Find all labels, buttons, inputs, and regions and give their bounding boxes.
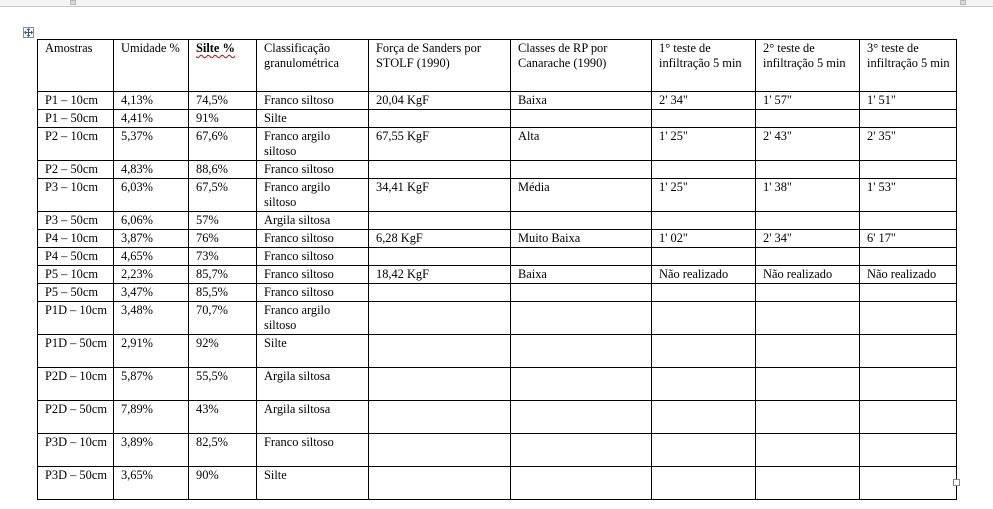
forca-cell bbox=[369, 467, 511, 500]
forca-cell bbox=[369, 110, 511, 128]
amostra-cell: P3D – 50cm bbox=[38, 467, 114, 500]
silte-cell: 70,7% bbox=[189, 302, 257, 335]
teste-3-cell bbox=[860, 302, 957, 335]
silte-cell: 85,5% bbox=[189, 284, 257, 302]
umidade-cell: 3,48% bbox=[114, 302, 189, 335]
classificacao-cell: Argila siltosa bbox=[257, 212, 369, 230]
umidade-cell: 5,37% bbox=[114, 128, 189, 161]
forca-cell bbox=[369, 368, 511, 401]
teste-1-cell bbox=[652, 212, 756, 230]
classe-rp-cell bbox=[511, 467, 652, 500]
silte-cell: 67,5% bbox=[189, 179, 257, 212]
table-row bbox=[38, 161, 957, 179]
teste-1-cell bbox=[652, 467, 756, 500]
teste-3-cell: 1' 53" bbox=[860, 179, 957, 212]
classificacao-cell: Franco siltoso bbox=[257, 434, 369, 467]
silte-cell: 57% bbox=[189, 212, 257, 230]
forca-cell bbox=[369, 161, 511, 179]
forca-cell bbox=[369, 302, 511, 335]
classificacao-cell: Franco siltoso bbox=[257, 284, 369, 302]
forca-cell: 18,42 KgF bbox=[369, 266, 511, 284]
umidade-cell: 7,89% bbox=[114, 401, 189, 434]
teste-2-cell bbox=[756, 401, 860, 434]
classificacao-cell: Franco siltoso bbox=[257, 230, 369, 248]
amostra-cell: P5 – 50cm bbox=[38, 284, 114, 302]
teste-1-cell bbox=[652, 434, 756, 467]
umidade-cell: 2,23% bbox=[114, 266, 189, 284]
teste-2-cell bbox=[756, 212, 860, 230]
teste-2-cell: 1' 57" bbox=[756, 92, 860, 110]
teste-1-cell: 1' 25" bbox=[652, 128, 756, 161]
classificacao-cell: Franco argilo siltoso bbox=[257, 128, 369, 161]
amostra-cell: P1D – 10cm bbox=[38, 302, 114, 335]
table-row bbox=[38, 230, 957, 248]
classificacao-cell: Franco siltoso bbox=[257, 92, 369, 110]
teste-3-cell bbox=[860, 161, 957, 179]
classe-rp-cell bbox=[511, 161, 652, 179]
teste-3-cell bbox=[860, 248, 957, 266]
teste-2-cell bbox=[756, 110, 860, 128]
header-teste-3: 3° teste de infiltração 5 min bbox=[860, 40, 957, 92]
teste-3-cell bbox=[860, 284, 957, 302]
silte-cell: 67,6% bbox=[189, 128, 257, 161]
forca-cell bbox=[369, 434, 511, 467]
table-row bbox=[38, 212, 957, 230]
classe-rp-cell: Alta bbox=[511, 128, 652, 161]
teste-3-cell bbox=[860, 434, 957, 467]
silte-cell: 43% bbox=[189, 401, 257, 434]
header-classificacao: Classificação granulométrica bbox=[257, 40, 369, 92]
teste-2-cell: 2' 34" bbox=[756, 230, 860, 248]
teste-1-cell bbox=[652, 284, 756, 302]
umidade-cell: 2,91% bbox=[114, 335, 189, 368]
classe-rp-cell bbox=[511, 434, 652, 467]
forca-cell: 6,28 KgF bbox=[369, 230, 511, 248]
amostra-cell: P4 – 10cm bbox=[38, 230, 114, 248]
forca-cell: 34,41 KgF bbox=[369, 179, 511, 212]
umidade-cell: 3,65% bbox=[114, 467, 189, 500]
umidade-cell: 4,83% bbox=[114, 161, 189, 179]
amostra-cell: P2D – 50cm bbox=[38, 401, 114, 434]
classificacao-cell: Franco siltoso bbox=[257, 266, 369, 284]
table-row bbox=[38, 248, 957, 266]
teste-1-cell bbox=[652, 401, 756, 434]
umidade-cell: 3,89% bbox=[114, 434, 189, 467]
classificacao-cell: Silte bbox=[257, 110, 369, 128]
teste-1-cell: 1' 02" bbox=[652, 230, 756, 248]
amostra-cell: P4 – 50cm bbox=[38, 248, 114, 266]
classe-rp-cell: Baixa bbox=[511, 266, 652, 284]
table-row bbox=[38, 92, 957, 110]
header-teste-1: 1° teste de infiltração 5 min bbox=[652, 40, 756, 92]
table-row bbox=[38, 401, 957, 434]
silte-cell: 55,5% bbox=[189, 368, 257, 401]
classe-rp-cell bbox=[511, 368, 652, 401]
header-forca: Força de Sanders por STOLF (1990) bbox=[369, 40, 511, 92]
table-row bbox=[38, 368, 957, 401]
silte-cell: 92% bbox=[189, 335, 257, 368]
classe-rp-cell bbox=[511, 302, 652, 335]
amostra-cell: P3 – 10cm bbox=[38, 179, 114, 212]
umidade-cell: 4,13% bbox=[114, 92, 189, 110]
header-umidade: Umidade % bbox=[114, 40, 189, 92]
table-row bbox=[38, 335, 957, 368]
ruler-right-marker[interactable] bbox=[960, 0, 966, 5]
amostra-cell: P3D – 10cm bbox=[38, 434, 114, 467]
teste-3-cell bbox=[860, 401, 957, 434]
teste-1-cell bbox=[652, 248, 756, 266]
teste-3-cell: 2' 35" bbox=[860, 128, 957, 161]
ruler-indent-marker[interactable] bbox=[70, 0, 76, 5]
header-silte bbox=[189, 40, 257, 92]
forca-cell bbox=[369, 401, 511, 434]
amostra-cell: P2 – 50cm bbox=[38, 161, 114, 179]
table-row bbox=[38, 179, 957, 212]
teste-1-cell bbox=[652, 302, 756, 335]
amostra-cell: P5 – 10cm bbox=[38, 266, 114, 284]
teste-1-cell bbox=[652, 335, 756, 368]
classificacao-cell: Argila siltosa bbox=[257, 368, 369, 401]
forca-cell bbox=[369, 212, 511, 230]
table-row bbox=[38, 434, 957, 467]
teste-1-cell: 1' 25" bbox=[652, 179, 756, 212]
table-row bbox=[38, 467, 957, 500]
classe-rp-cell: Muito Baixa bbox=[511, 230, 652, 248]
teste-3-cell bbox=[860, 335, 957, 368]
umidade-cell: 4,41% bbox=[114, 110, 189, 128]
amostra-cell: P3 – 50cm bbox=[38, 212, 114, 230]
classificacao-cell: Franco argilo siltoso bbox=[257, 179, 369, 212]
teste-2-cell bbox=[756, 248, 860, 266]
teste-3-cell bbox=[860, 110, 957, 128]
table-move-handle-icon[interactable] bbox=[23, 27, 34, 38]
amostra-cell: P1D – 50cm bbox=[38, 335, 114, 368]
umidade-cell: 3,47% bbox=[114, 284, 189, 302]
table-row bbox=[38, 284, 957, 302]
teste-3-cell bbox=[860, 368, 957, 401]
amostra-cell: P1 – 50cm bbox=[38, 110, 114, 128]
classificacao-cell: Franco siltoso bbox=[257, 248, 369, 266]
umidade-cell: 3,87% bbox=[114, 230, 189, 248]
umidade-cell: 5,87% bbox=[114, 368, 189, 401]
classe-rp-cell bbox=[511, 335, 652, 368]
top-ruler bbox=[0, 0, 993, 7]
header-classes-rp: Classes de RP por Canarache (1990) bbox=[511, 40, 652, 92]
header-amostras: Amostras bbox=[38, 40, 114, 92]
teste-2-cell: Não realizado bbox=[756, 266, 860, 284]
classificacao-cell: Argila siltosa bbox=[257, 401, 369, 434]
umidade-cell: 4,65% bbox=[114, 248, 189, 266]
classificacao-cell: Silte bbox=[257, 335, 369, 368]
silte-cell: 85,7% bbox=[189, 266, 257, 284]
teste-2-cell: 1' 38" bbox=[756, 179, 860, 212]
classificacao-cell: Franco siltoso bbox=[257, 161, 369, 179]
amostra-cell: P2D – 10cm bbox=[38, 368, 114, 401]
amostra-cell: P2 – 10cm bbox=[38, 128, 114, 161]
classe-rp-cell bbox=[511, 401, 652, 434]
teste-2-cell bbox=[756, 284, 860, 302]
classe-rp-cell bbox=[511, 212, 652, 230]
classificacao-cell: Silte bbox=[257, 467, 369, 500]
teste-3-cell: Não realizado bbox=[860, 266, 957, 284]
teste-1-cell bbox=[652, 161, 756, 179]
teste-2-cell bbox=[756, 335, 860, 368]
classe-rp-cell: Média bbox=[511, 179, 652, 212]
forca-cell: 67,55 KgF bbox=[369, 128, 511, 161]
teste-2-cell bbox=[756, 302, 860, 335]
header-teste-2: 2° teste de infiltração 5 min bbox=[756, 40, 860, 92]
teste-3-cell: 6' 17" bbox=[860, 230, 957, 248]
forca-cell bbox=[369, 335, 511, 368]
table-row bbox=[38, 302, 957, 335]
silte-cell: 74,5% bbox=[189, 92, 257, 110]
classe-rp-cell: Baixa bbox=[511, 92, 652, 110]
amostra-cell: P1 – 10cm bbox=[38, 92, 114, 110]
teste-3-cell bbox=[860, 212, 957, 230]
umidade-cell: 6,03% bbox=[114, 179, 189, 212]
forca-cell bbox=[369, 284, 511, 302]
header-row bbox=[38, 40, 957, 92]
table-row bbox=[38, 128, 957, 161]
classe-rp-cell bbox=[511, 110, 652, 128]
teste-2-cell: 2' 43" bbox=[756, 128, 860, 161]
table-row bbox=[38, 110, 957, 128]
teste-2-cell bbox=[756, 467, 860, 500]
classe-rp-cell bbox=[511, 248, 652, 266]
teste-2-cell bbox=[756, 368, 860, 401]
teste-1-cell bbox=[652, 110, 756, 128]
teste-1-cell: Não realizado bbox=[652, 266, 756, 284]
table-row bbox=[38, 266, 957, 284]
teste-2-cell bbox=[756, 434, 860, 467]
header-silte-text: Silte % bbox=[196, 41, 235, 55]
silte-cell: 82,5% bbox=[189, 434, 257, 467]
silte-cell: 73% bbox=[189, 248, 257, 266]
teste-2-cell bbox=[756, 161, 860, 179]
forca-cell: 20,04 KgF bbox=[369, 92, 511, 110]
teste-3-cell: 1' 51" bbox=[860, 92, 957, 110]
teste-1-cell: 2' 34" bbox=[652, 92, 756, 110]
teste-3-cell bbox=[860, 467, 957, 500]
silte-cell: 90% bbox=[189, 467, 257, 500]
umidade-cell: 6,06% bbox=[114, 212, 189, 230]
forca-cell bbox=[369, 248, 511, 266]
classe-rp-cell bbox=[511, 284, 652, 302]
soil-data-table bbox=[37, 39, 957, 500]
silte-cell: 76% bbox=[189, 230, 257, 248]
table-resize-handle-icon[interactable] bbox=[953, 479, 960, 486]
teste-1-cell bbox=[652, 368, 756, 401]
classificacao-cell: Franco argilo siltoso bbox=[257, 302, 369, 335]
silte-cell: 88,6% bbox=[189, 161, 257, 179]
silte-cell: 91% bbox=[189, 110, 257, 128]
